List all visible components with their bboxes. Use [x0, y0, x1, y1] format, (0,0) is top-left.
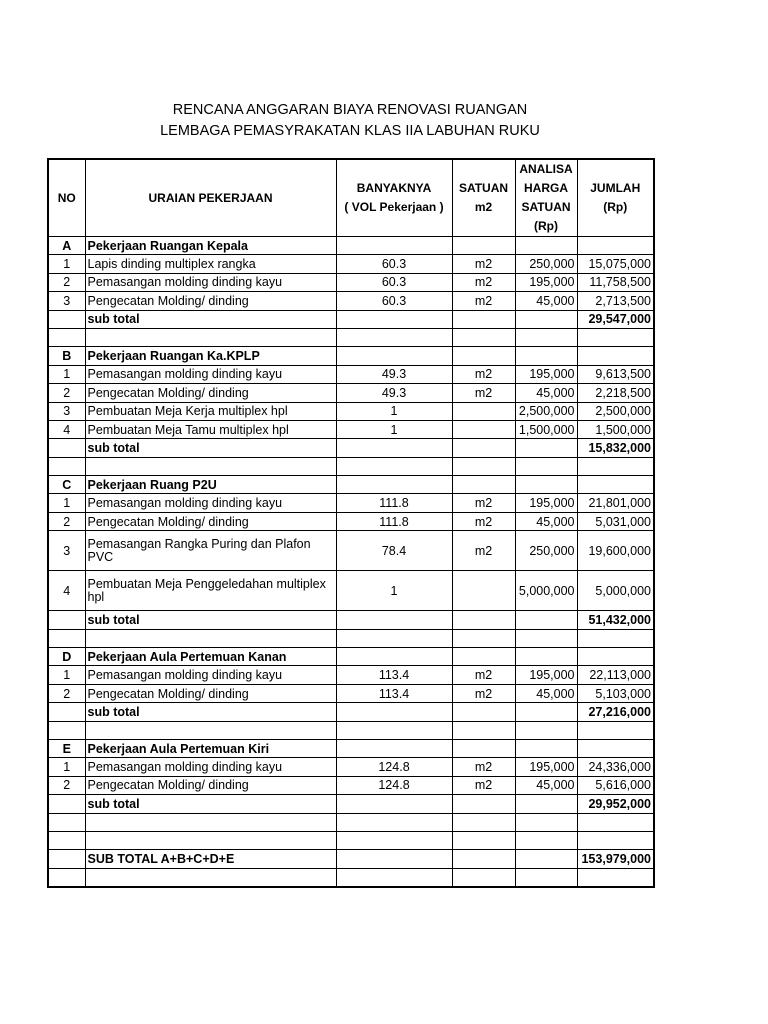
cell-no: [48, 457, 85, 475]
cell-uraian: Pembuatan Meja Kerja multiplex hpl: [85, 402, 336, 420]
cell-uraian: Lapis dinding multiplex rangka: [85, 255, 336, 273]
cell-uraian: SUB TOTAL A+B+C+D+E: [85, 850, 336, 868]
cell-uraian: Pemasangan molding dinding kayu: [85, 365, 336, 383]
subtotal-row: [48, 310, 654, 328]
cell-uraian: sub total: [85, 611, 336, 629]
cell-uraian: sub total: [85, 310, 336, 328]
cell-satuan: m2: [452, 292, 515, 310]
cell-jumlah: 15,075,000: [577, 255, 654, 273]
cell-no: 3: [48, 292, 85, 310]
cell-uraian: [85, 868, 336, 887]
cell-volume: [336, 795, 452, 813]
cell-volume: [336, 457, 452, 475]
section-row: [48, 237, 654, 255]
cell-no: 1: [48, 758, 85, 776]
cell-no: A: [48, 237, 85, 255]
cell-no: B: [48, 347, 85, 365]
cell-jumlah: 51,432,000: [577, 611, 654, 629]
table-row: [48, 365, 654, 383]
cell-satuan: [452, 237, 515, 255]
cell-satuan: [452, 476, 515, 494]
cell-harga-satuan: 250,000: [515, 531, 577, 571]
cell-no: [48, 795, 85, 813]
subtotal-row: [48, 439, 654, 457]
cell-harga-satuan: [515, 703, 577, 721]
cell-uraian: Pengecatan Molding/ dinding: [85, 384, 336, 402]
cell-harga-satuan: [515, 721, 577, 739]
cell-harga-satuan: 45,000: [515, 384, 577, 402]
cell-volume: [336, 611, 452, 629]
table-body: [48, 237, 654, 888]
cell-volume: [336, 648, 452, 666]
cell-uraian: Pekerjaan Aula Pertemuan Kanan: [85, 648, 336, 666]
cell-uraian: Pekerjaan Ruang P2U: [85, 476, 336, 494]
cell-no: E: [48, 739, 85, 757]
cell-volume: 111.8: [336, 512, 452, 530]
cell-harga-satuan: [515, 439, 577, 457]
cell-harga-satuan: 195,000: [515, 494, 577, 512]
cell-jumlah: 1,500,000: [577, 420, 654, 438]
header-jumlah: [577, 159, 654, 237]
cell-no: [48, 868, 85, 887]
table-row: [48, 531, 654, 571]
cell-no: [48, 629, 85, 647]
cell-uraian: Pemasangan molding dinding kayu: [85, 758, 336, 776]
cell-jumlah: [577, 476, 654, 494]
cell-no: [48, 813, 85, 831]
cell-satuan: m2: [452, 365, 515, 383]
cell-uraian: [85, 629, 336, 647]
section-row: [48, 476, 654, 494]
header-analisa-line1: ANALISA: [519, 162, 573, 176]
header-analisa: [515, 159, 577, 237]
cell-jumlah: 27,216,000: [577, 703, 654, 721]
cell-harga-satuan: 195,000: [515, 666, 577, 684]
header-analisa-line3: SATUAN: [521, 200, 571, 214]
cell-jumlah: [577, 831, 654, 849]
cell-jumlah: 5,000,000: [577, 571, 654, 611]
cell-volume: 1: [336, 571, 452, 611]
cell-no: 4: [48, 571, 85, 611]
cell-satuan: [452, 868, 515, 887]
cell-satuan: [452, 402, 515, 420]
cell-volume: [336, 703, 452, 721]
cell-volume: [336, 721, 452, 739]
cell-harga-satuan: [515, 476, 577, 494]
cell-volume: 1: [336, 420, 452, 438]
cell-no: 4: [48, 420, 85, 438]
table-row: [48, 776, 654, 794]
cell-uraian: [85, 813, 336, 831]
cell-uraian: Pekerjaan Ruangan Kepala: [85, 237, 336, 255]
cell-uraian: [85, 721, 336, 739]
cell-harga-satuan: 250,000: [515, 255, 577, 273]
cell-uraian: Pembuatan Meja Penggeledahan multiplex hpl: [85, 571, 336, 611]
table-row: [48, 273, 654, 291]
cell-jumlah: 29,547,000: [577, 310, 654, 328]
cell-satuan: [452, 611, 515, 629]
cell-harga-satuan: [515, 457, 577, 475]
cell-uraian: sub total: [85, 439, 336, 457]
table-row: [48, 571, 654, 611]
cell-jumlah: [577, 457, 654, 475]
cell-satuan: m2: [452, 684, 515, 702]
cell-volume: [336, 310, 452, 328]
header-uraian: URAIAN PEKERJAAN: [85, 159, 336, 237]
cell-harga-satuan: [515, 328, 577, 346]
cell-no: 2: [48, 776, 85, 794]
grand-total-row: [48, 850, 654, 868]
cell-volume: 49.3: [336, 365, 452, 383]
cell-satuan: [452, 439, 515, 457]
blank-row: [48, 868, 654, 887]
cell-volume: 113.4: [336, 666, 452, 684]
cell-satuan: [452, 571, 515, 611]
cell-uraian: Pengecatan Molding/ dinding: [85, 776, 336, 794]
cell-harga-satuan: [515, 347, 577, 365]
cell-harga-satuan: 5,000,000: [515, 571, 577, 611]
cell-satuan: [452, 648, 515, 666]
cell-harga-satuan: [515, 850, 577, 868]
cell-jumlah: 5,031,000: [577, 512, 654, 530]
cell-satuan: [452, 813, 515, 831]
cell-harga-satuan: 195,000: [515, 365, 577, 383]
cell-no: 2: [48, 512, 85, 530]
cell-jumlah: 153,979,000: [577, 850, 654, 868]
cell-harga-satuan: [515, 795, 577, 813]
cell-uraian: Pekerjaan Ruangan Ka.KPLP: [85, 347, 336, 365]
cell-harga-satuan: [515, 611, 577, 629]
cell-uraian: Pemasangan molding dinding kayu: [85, 494, 336, 512]
cell-jumlah: 11,758,500: [577, 273, 654, 291]
blank-row: [48, 831, 654, 849]
cell-uraian: [85, 457, 336, 475]
section-row: [48, 347, 654, 365]
cell-uraian: Pemasangan molding dinding kayu: [85, 273, 336, 291]
header-jumlah-line1: JUMLAH: [590, 181, 641, 195]
cell-satuan: [452, 420, 515, 438]
table-header-row: [48, 159, 654, 237]
cell-harga-satuan: [515, 237, 577, 255]
cell-jumlah: [577, 237, 654, 255]
cell-volume: [336, 476, 452, 494]
section-row: [48, 648, 654, 666]
table-row: [48, 402, 654, 420]
cell-harga-satuan: [515, 831, 577, 849]
cell-uraian: Pembuatan Meja Tamu multiplex hpl: [85, 420, 336, 438]
table-row: [48, 666, 654, 684]
cell-jumlah: [577, 868, 654, 887]
cell-jumlah: [577, 347, 654, 365]
cell-no: 1: [48, 255, 85, 273]
cell-no: [48, 703, 85, 721]
cell-no: [48, 611, 85, 629]
document-title: RENCANA ANGGARAN BIAYA RENOVASI RUANGAN: [172, 102, 528, 118]
cell-jumlah: 15,832,000: [577, 439, 654, 457]
cell-jumlah: [577, 629, 654, 647]
header-banyaknya-line1: BANYAKNYA: [356, 181, 432, 195]
cell-satuan: m2: [452, 758, 515, 776]
cell-volume: [336, 831, 452, 849]
cell-harga-satuan: [515, 629, 577, 647]
cell-jumlah: [577, 739, 654, 757]
cell-no: [48, 310, 85, 328]
cell-satuan: [452, 347, 515, 365]
cell-harga-satuan: [515, 648, 577, 666]
header-jumlah-line2: (Rp): [603, 200, 628, 214]
table-row: [48, 512, 654, 530]
cell-no: 3: [48, 402, 85, 420]
cell-volume: 60.3: [336, 255, 452, 273]
cell-volume: [336, 813, 452, 831]
cell-jumlah: [577, 648, 654, 666]
subtotal-row: [48, 795, 654, 813]
cell-no: 1: [48, 365, 85, 383]
cell-volume: 111.8: [336, 494, 452, 512]
cell-volume: 1: [336, 402, 452, 420]
document-subtitle: LEMBAGA PEMASYRAKATAN KLAS IIA LABUHAN RUKU: [160, 123, 540, 139]
cell-harga-satuan: 45,000: [515, 776, 577, 794]
blank-row: [48, 328, 654, 346]
cell-harga-satuan: 45,000: [515, 512, 577, 530]
cell-volume: [336, 237, 452, 255]
cell-uraian: sub total: [85, 795, 336, 813]
cell-satuan: [452, 629, 515, 647]
cell-jumlah: 2,713,500: [577, 292, 654, 310]
cell-satuan: m2: [452, 384, 515, 402]
cell-harga-satuan: 45,000: [515, 684, 577, 702]
cell-harga-satuan: 195,000: [515, 758, 577, 776]
cell-jumlah: 2,500,000: [577, 402, 654, 420]
cell-volume: 49.3: [336, 384, 452, 402]
cell-no: [48, 721, 85, 739]
budget-table: [47, 158, 655, 888]
cell-uraian: Pemasangan molding dinding kayu: [85, 666, 336, 684]
cell-jumlah: 29,952,000: [577, 795, 654, 813]
cell-satuan: [452, 831, 515, 849]
cell-satuan: m2: [452, 512, 515, 530]
cell-satuan: m2: [452, 666, 515, 684]
cell-no: 1: [48, 494, 85, 512]
cell-volume: [336, 439, 452, 457]
cell-volume: [336, 739, 452, 757]
cell-satuan: [452, 739, 515, 757]
blank-row: [48, 721, 654, 739]
header-satuan-line2: m2: [474, 200, 493, 214]
cell-uraian: Pemasangan Rangka Puring dan Plafon PVC: [85, 531, 336, 571]
cell-harga-satuan: 195,000: [515, 273, 577, 291]
cell-jumlah: [577, 813, 654, 831]
blank-row: [48, 813, 654, 831]
cell-harga-satuan: 2,500,000: [515, 402, 577, 420]
cell-volume: [336, 629, 452, 647]
cell-uraian: [85, 328, 336, 346]
cell-no: 3: [48, 531, 85, 571]
cell-no: 1: [48, 666, 85, 684]
cell-harga-satuan: [515, 739, 577, 757]
cell-satuan: [452, 721, 515, 739]
subtotal-row: [48, 611, 654, 629]
cell-satuan: m2: [452, 494, 515, 512]
cell-no: 2: [48, 384, 85, 402]
cell-no: C: [48, 476, 85, 494]
header-satuan: [452, 159, 515, 237]
cell-satuan: [452, 703, 515, 721]
cell-no: [48, 439, 85, 457]
cell-jumlah: 24,336,000: [577, 758, 654, 776]
cell-satuan: m2: [452, 531, 515, 571]
cell-volume: [336, 328, 452, 346]
cell-satuan: [452, 310, 515, 328]
table-row: [48, 758, 654, 776]
cell-harga-satuan: [515, 310, 577, 328]
cell-no: 2: [48, 273, 85, 291]
cell-satuan: [452, 457, 515, 475]
cell-volume: 78.4: [336, 531, 452, 571]
cell-no: D: [48, 648, 85, 666]
cell-uraian: Pekerjaan Aula Pertemuan Kiri: [85, 739, 336, 757]
header-analisa-line2: HARGA: [524, 181, 568, 195]
subtotal-row: [48, 703, 654, 721]
cell-uraian: Pengecatan Molding/ dinding: [85, 684, 336, 702]
header-banyaknya-line2: ( VOL Pekerjaan ): [344, 200, 444, 214]
cell-uraian: Pengecatan Molding/ dinding: [85, 512, 336, 530]
cell-harga-satuan: [515, 813, 577, 831]
table-row: [48, 255, 654, 273]
cell-jumlah: 21,801,000: [577, 494, 654, 512]
cell-volume: [336, 850, 452, 868]
cell-jumlah: [577, 328, 654, 346]
cell-jumlah: 5,616,000: [577, 776, 654, 794]
cell-satuan: [452, 850, 515, 868]
table-row: [48, 494, 654, 512]
cell-volume: 60.3: [336, 292, 452, 310]
cell-volume: 60.3: [336, 273, 452, 291]
table-row: [48, 420, 654, 438]
cell-satuan: m2: [452, 255, 515, 273]
cell-volume: [336, 868, 452, 887]
cell-jumlah: 5,103,000: [577, 684, 654, 702]
cell-harga-satuan: 1,500,000: [515, 420, 577, 438]
cell-no: [48, 328, 85, 346]
cell-no: 2: [48, 684, 85, 702]
cell-no: [48, 850, 85, 868]
header-banyaknya: [336, 159, 452, 237]
cell-uraian: sub total: [85, 703, 336, 721]
cell-uraian: [85, 831, 336, 849]
cell-satuan: m2: [452, 776, 515, 794]
header-no: NO: [48, 159, 85, 237]
cell-jumlah: 19,600,000: [577, 531, 654, 571]
section-row: [48, 739, 654, 757]
cell-satuan: m2: [452, 273, 515, 291]
table-row: [48, 384, 654, 402]
table-row: [48, 292, 654, 310]
header-satuan-line1: SATUAN: [458, 181, 509, 195]
cell-jumlah: 22,113,000: [577, 666, 654, 684]
cell-no: [48, 831, 85, 849]
cell-satuan: [452, 328, 515, 346]
table-row: [48, 684, 654, 702]
cell-satuan: [452, 795, 515, 813]
header-analisa-line4: (Rp): [534, 219, 558, 233]
cell-jumlah: [577, 721, 654, 739]
cell-volume: 113.4: [336, 684, 452, 702]
cell-jumlah: 2,218,500: [577, 384, 654, 402]
blank-row: [48, 629, 654, 647]
cell-volume: 124.8: [336, 776, 452, 794]
cell-jumlah: 9,613,500: [577, 365, 654, 383]
cell-harga-satuan: [515, 868, 577, 887]
cell-volume: 124.8: [336, 758, 452, 776]
cell-volume: [336, 347, 452, 365]
blank-row: [48, 457, 654, 475]
cell-harga-satuan: 45,000: [515, 292, 577, 310]
cell-uraian: Pengecatan Molding/ dinding: [85, 292, 336, 310]
